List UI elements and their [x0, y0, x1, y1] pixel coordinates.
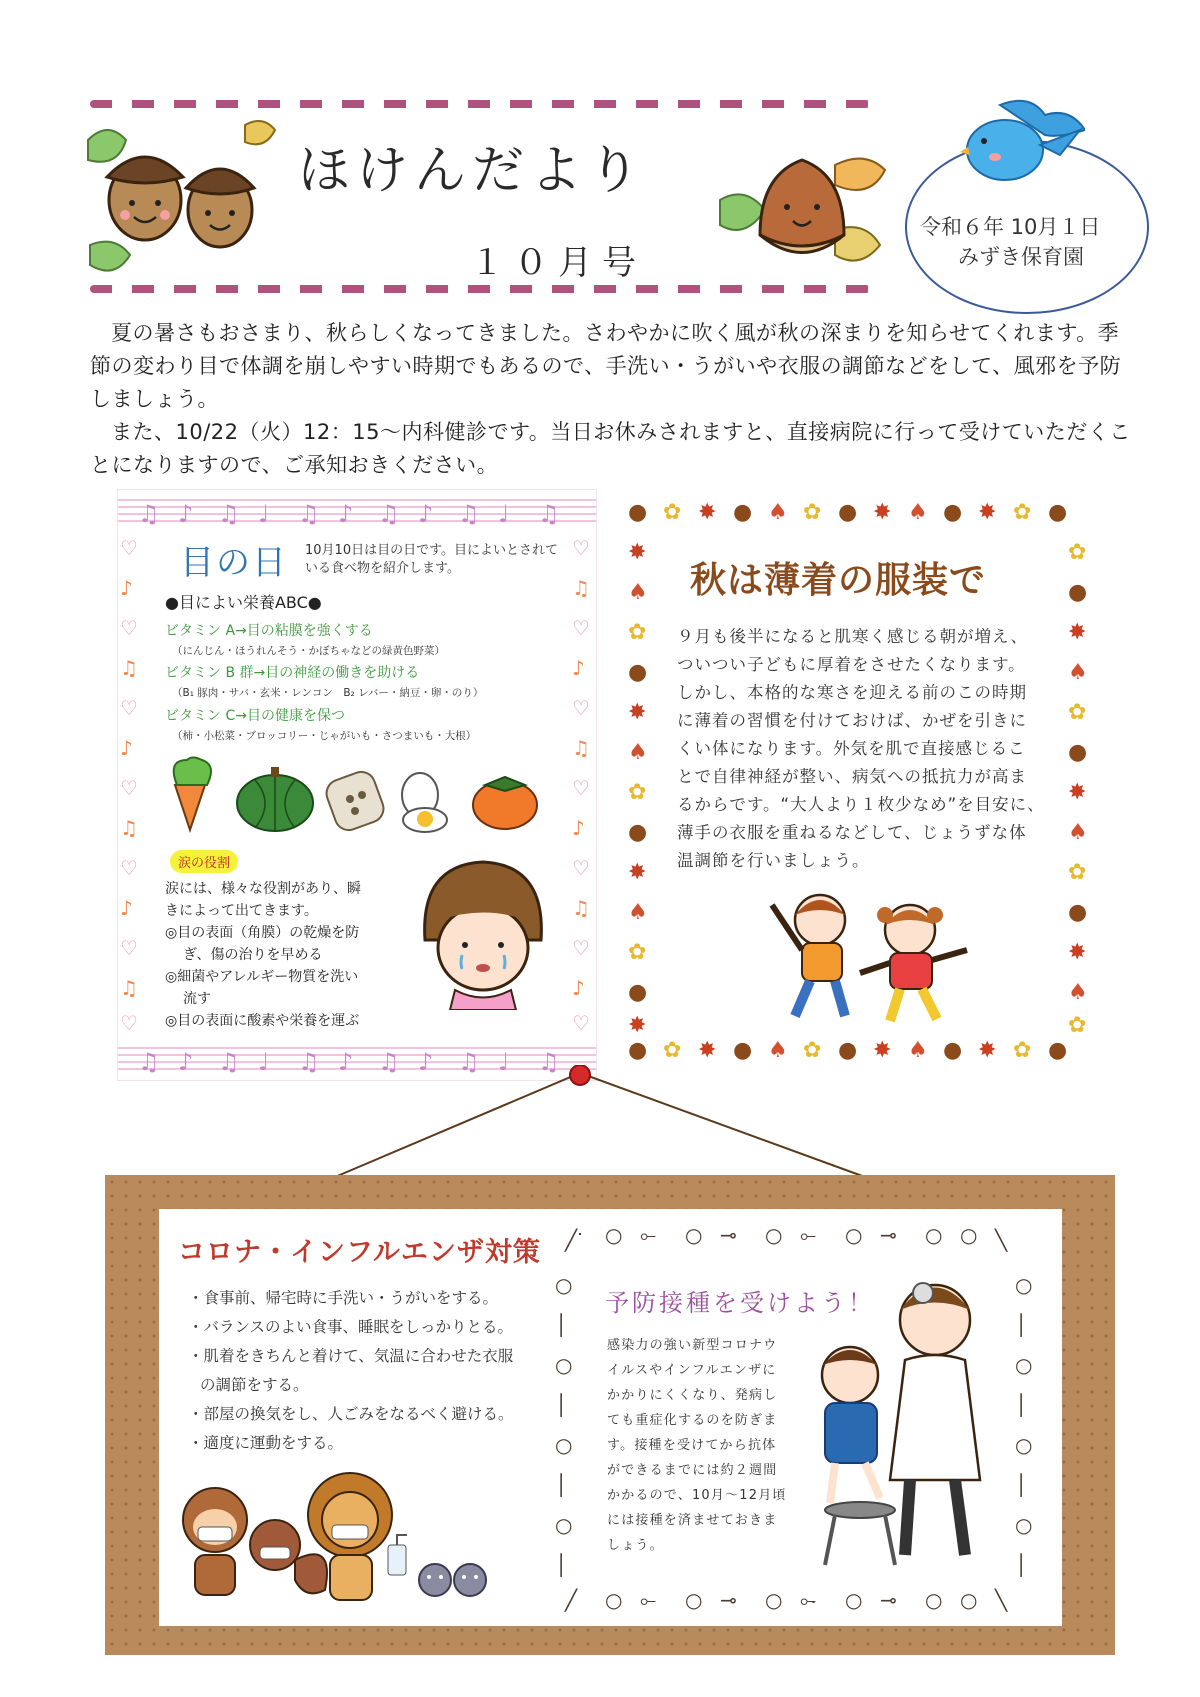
svg-text:♡: ♡: [120, 616, 138, 640]
svg-text:●: ●: [1048, 1038, 1068, 1062]
svg-text:♫: ♫: [572, 576, 590, 600]
chestnut-icon: [760, 160, 844, 253]
persimmon-icon: [473, 777, 537, 829]
svg-text:♠: ♠: [768, 1038, 788, 1062]
svg-text:○: ○: [685, 1223, 703, 1247]
newsletter-title: ほけんだより: [298, 141, 647, 201]
intro-paragraph-2: また、10/22（火）12：15～内科健診です。当日お休みされますと、直接病院に行って受けていただくことになりますので、ご承知おきください。: [90, 420, 1131, 477]
corona-flu-list: [188, 1284, 548, 1458]
acorn-leaves-illustration: [70, 115, 280, 285]
svg-text:♠: ♠: [1068, 980, 1088, 1005]
corona-item: ・適度に運動をする。: [188, 1434, 344, 1452]
svg-text:●: ●: [838, 500, 858, 525]
crying-girl-illustration: [410, 860, 555, 1010]
svg-text:♪: ♪: [572, 976, 585, 1000]
autumn-line: ついつい子どもに厚着をさせたくなります。: [677, 655, 1026, 674]
running-children-illustration: [760, 885, 980, 1030]
svg-text:♡: ♡: [572, 616, 590, 640]
svg-text:●: ●: [628, 500, 648, 525]
svg-text:●: ●: [943, 500, 963, 525]
sanitizer-bottle-icon: [388, 1535, 407, 1575]
svg-text:✸: ✸: [873, 500, 892, 525]
pumpkin-icon: [237, 767, 313, 831]
date-block: [920, 212, 1130, 272]
autumn-line: 温調節を行いましょう。: [677, 851, 870, 870]
svg-text:✸: ✸: [628, 700, 647, 725]
vaccination-body: [607, 1333, 797, 1558]
svg-text:♫: ♫: [458, 500, 480, 526]
vaccination-title: 予防接種を受けよう！: [605, 1289, 875, 1317]
svg-text:♪: ♪: [120, 576, 133, 600]
svg-text:♠: ♠: [1068, 660, 1088, 685]
stool-icon: [825, 1502, 895, 1565]
svg-text:♠: ♠: [768, 500, 788, 525]
svg-text:♫: ♫: [378, 500, 400, 526]
svg-text:○: ○: [605, 1223, 623, 1247]
svg-text:○: ○: [555, 1513, 573, 1537]
vitamin-b-label: ビタミン B 群→目の神経の働きを助ける: [165, 665, 420, 681]
svg-text:✿: ✿: [628, 940, 647, 965]
autumn-line: とで自律神経が整い、病気への抵抗力が高ま: [677, 767, 1027, 786]
vaccine-line: す。接種を受けてから抗体: [607, 1438, 777, 1453]
svg-text:♠: ♠: [628, 740, 648, 765]
svg-text:✿: ✿: [1013, 500, 1032, 525]
vitamin-c-foods: （柿・小松菜・ブロッコリー・じゃがいも・さつまいも・大根）: [172, 730, 477, 742]
autumn-clothing-title: 秋は薄着の服装で: [690, 560, 987, 601]
svg-text:♫: ♫: [572, 736, 590, 760]
vaccine-line: ができるまでには約２週間: [607, 1463, 778, 1478]
svg-text:✿: ✿: [1068, 700, 1087, 725]
tear-line: 流す: [183, 991, 211, 1007]
svg-text:●: ●: [628, 660, 648, 685]
svg-text:○: ○: [685, 1588, 703, 1612]
svg-text:●: ●: [943, 1038, 963, 1062]
svg-text:✸: ✸: [628, 1013, 647, 1038]
music-staff-top: [118, 492, 596, 526]
svg-text:♩: ♩: [498, 1048, 510, 1074]
svg-text:│: │: [1015, 1393, 1028, 1417]
svg-text:⟜: ⟜: [800, 1588, 816, 1612]
svg-text:♫: ♫: [120, 816, 138, 840]
vitamin-a-label: ビタミン A→目の粘膜を強くする: [165, 623, 373, 639]
svg-text:✿: ✿: [1068, 540, 1087, 565]
svg-text:♡: ♡: [120, 536, 138, 560]
svg-text:●: ●: [1068, 580, 1088, 605]
svg-text:✸: ✸: [1068, 620, 1087, 645]
svg-text:♪: ♪: [120, 896, 133, 920]
svg-text:♫: ♫: [538, 1048, 560, 1074]
svg-text:○: ○: [765, 1223, 783, 1247]
tear-line: ◎目の表面に酸素や栄養を運ぶ: [165, 1013, 360, 1029]
svg-text:⊸: ⊸: [720, 1588, 737, 1612]
svg-text:♫: ♫: [298, 500, 320, 526]
foods-illustration: [155, 755, 565, 835]
svg-text:♡: ♡: [120, 1011, 138, 1035]
svg-text:○: ○: [845, 1223, 863, 1247]
svg-text:○: ○: [925, 1223, 943, 1247]
svg-text:○: ○: [1015, 1513, 1033, 1537]
svg-text:♪: ♪: [338, 1048, 354, 1074]
vaccine-line: には接種を済ませておきま: [607, 1513, 778, 1528]
corona-item: ・肌着をきちんと着けて、気温に合わせた衣服: [188, 1347, 514, 1365]
svg-text:♪: ♪: [418, 500, 434, 526]
vaccine-line: かかりにくくなり、発病し: [607, 1388, 778, 1403]
svg-text:○: ○: [765, 1588, 783, 1612]
svg-text:⟜: ⟜: [640, 1588, 656, 1612]
svg-text:●: ●: [1048, 500, 1068, 525]
vitamin-b-foods: （B₁ 豚肉・サバ・玄米・レンコン B₂ レバー・納豆・卵・のり）: [172, 687, 484, 699]
svg-text:○: ○: [925, 1588, 943, 1612]
svg-text:♠: ♠: [908, 1038, 928, 1062]
svg-text:♠: ♠: [628, 580, 648, 605]
svg-text:♫: ♫: [138, 1048, 160, 1074]
svg-text:♡: ♡: [120, 776, 138, 800]
issue-label: １０月号: [470, 243, 646, 283]
svg-text:│: │: [1015, 1473, 1028, 1497]
svg-text:♡: ♡: [572, 536, 590, 560]
svg-text:✿: ✿: [663, 1038, 682, 1062]
svg-text:♫: ♫: [138, 500, 160, 526]
acorn-right-icon: [186, 169, 254, 247]
vitamin-a-foods: （にんじん・ほうれんそう・かぼちゃなどの緑黄色野菜）: [172, 645, 445, 657]
svg-text:♫: ♫: [538, 500, 560, 526]
svg-text:●: ●: [838, 1038, 858, 1062]
svg-text:✿: ✿: [1068, 1013, 1087, 1038]
doctor-icon: [890, 1283, 980, 1555]
board-hanging-string: [330, 1065, 870, 1180]
autumn-clothing-body: [677, 623, 1052, 875]
svg-text:♡: ♡: [572, 696, 590, 720]
tear-role-list: [165, 878, 405, 1032]
svg-text:✿: ✿: [628, 620, 647, 645]
svg-text:✸: ✸: [698, 1038, 717, 1062]
svg-text:✸: ✸: [978, 500, 997, 525]
svg-text:♪: ♪: [120, 736, 133, 760]
boy-icon: [772, 895, 845, 1016]
svg-text:●: ●: [733, 1038, 753, 1062]
nutrition-heading: ●目によい栄養ABC●: [165, 593, 322, 612]
tear-line: ぎ、傷の治りを早める: [183, 947, 323, 963]
eye-day-title: 目の日: [180, 543, 288, 583]
svg-text:✿: ✿: [1068, 860, 1087, 885]
svg-text:●: ●: [628, 820, 648, 845]
svg-text:✸: ✸: [1068, 780, 1087, 805]
monkey-icon: [183, 1488, 247, 1595]
svg-text:✸: ✸: [873, 1038, 892, 1062]
svg-text:♡: ♡: [572, 856, 590, 880]
vaccine-line: 感染力の強い新型コロナウ: [607, 1338, 778, 1353]
virus-icon: [419, 1564, 486, 1596]
vaccine-line: しょう。: [607, 1538, 664, 1553]
autumn-line: しかし、本格的な寒さを迎える前のこの時期: [677, 683, 1027, 702]
autumn-line: ９月も後半になると肌寒く感じる朝が増え、: [677, 627, 1028, 646]
svg-text:│: │: [1015, 1553, 1028, 1577]
svg-text:⟜: ⟜: [640, 1223, 656, 1247]
svg-text:♠: ♠: [1068, 820, 1088, 845]
svg-text:●: ●: [733, 500, 753, 525]
svg-text:♠: ♠: [908, 500, 928, 525]
tear-line: ◎細菌やアレルギー物質を洗い: [165, 969, 359, 985]
girl-icon: [860, 905, 967, 1021]
svg-text:✿: ✿: [1013, 1038, 1032, 1062]
svg-text:│: │: [1015, 1313, 1028, 1337]
svg-text:⊸: ⊸: [880, 1223, 897, 1247]
tear-line: ◎目の表面（角膜）の乾燥を防: [165, 925, 360, 941]
vaccine-line: イルスやインフルエンザに: [607, 1363, 777, 1378]
svg-text:○: ○: [555, 1353, 573, 1377]
header-top-border: [90, 100, 870, 108]
vitamin-c-label: ビタミン C→目の健康を保つ: [165, 708, 345, 724]
svg-text:♡: ♡: [120, 936, 138, 960]
svg-text:╲: ╲: [995, 1588, 1008, 1612]
intro-text: [90, 317, 1140, 482]
svg-text:│: │: [555, 1473, 568, 1497]
svg-text:♫: ♫: [572, 896, 590, 920]
vaccine-line: かかるので、10月～12月頃: [607, 1488, 787, 1503]
svg-text:✸: ✸: [628, 540, 647, 565]
svg-text:♡: ♡: [120, 696, 138, 720]
tear-role-badge: 涙の役割: [170, 850, 238, 873]
svg-text:○: ○: [845, 1588, 863, 1612]
corona-item: ・バランスのよい食事、睡眠をしっかりとる。: [188, 1318, 514, 1336]
corona-item: ・部屋の換気をし、人ごみをなるべく避ける。: [188, 1405, 514, 1423]
svg-text:♡: ♡: [572, 936, 590, 960]
svg-text:✸: ✸: [1068, 940, 1087, 965]
corona-item: の調節をする。: [200, 1376, 309, 1394]
svg-text:♡: ♡: [120, 856, 138, 880]
svg-text:╱: ╱: [565, 1588, 578, 1612]
svg-text:○: ○: [555, 1273, 573, 1297]
intro-paragraph-1: 夏の暑さもおさまり、秋らしくなってきました。さわやかに吹く風が秋の深まりを知らせてくれます。季節の変わり目で体調を崩しやすい時期でもあるので、手洗い・うがいや衣服の調節などをして、風邪を予防しましょう。: [90, 321, 1122, 411]
animals-mask-illustration: [170, 1465, 490, 1605]
autumn-line: に薄着の習慣を付けておけば、かぜを引きに: [677, 711, 1027, 730]
svg-text:○: ○: [555, 1433, 573, 1457]
corona-flu-title: コロナ・インフルエンザ対策: [178, 1237, 541, 1268]
svg-text:♫: ♫: [120, 976, 138, 1000]
tear-line: 涙には、様々な役割があり、瞬: [165, 881, 361, 897]
svg-text:♩: ♩: [258, 1048, 270, 1074]
svg-text:♫: ♫: [378, 1048, 400, 1074]
lotus-root-icon: [323, 768, 388, 834]
autumn-line: 薄手の衣服を重ねるなどして、じょうずな体: [677, 823, 1027, 842]
egg-icon: [402, 773, 447, 832]
svg-text:♫: ♫: [120, 656, 138, 680]
svg-text:♫: ♫: [218, 500, 240, 526]
svg-text:♡: ♡: [572, 1011, 590, 1035]
svg-text:○: ○: [1015, 1353, 1033, 1377]
svg-text:♪: ♪: [178, 500, 194, 526]
svg-text:○: ○: [1015, 1273, 1033, 1297]
svg-text:○: ○: [960, 1223, 978, 1247]
svg-text:│: │: [555, 1393, 568, 1417]
svg-text:✿: ✿: [803, 500, 822, 525]
svg-text:♪: ♪: [572, 816, 585, 840]
svg-text:╲: ╲: [995, 1228, 1008, 1252]
svg-text:♠: ♠: [628, 900, 648, 925]
svg-text:♪: ♪: [572, 656, 585, 680]
svg-text:♫: ♫: [298, 1048, 320, 1074]
svg-text:✿: ✿: [663, 500, 682, 525]
svg-text:♫: ♫: [218, 1048, 240, 1074]
svg-text:✸: ✸: [698, 500, 717, 525]
svg-text:♪: ♪: [338, 500, 354, 526]
autumn-line: くい体になります。外気を肌で直接感じるこ: [677, 739, 1026, 758]
bluebird-icon: [960, 95, 1085, 195]
tear-line: きによって出てきます。: [165, 903, 318, 919]
heart-note-border-left: [118, 535, 144, 1035]
svg-text:♪: ♪: [418, 1048, 434, 1074]
svg-text:✿: ✿: [628, 780, 647, 805]
svg-text:●: ●: [628, 1038, 648, 1062]
issue-date: 令和６年 10月１日: [920, 215, 1101, 239]
nursery-name: みずき保育園: [958, 245, 1084, 269]
svg-text:♪: ♪: [178, 1048, 194, 1074]
svg-text:⟜: ⟜: [800, 1223, 816, 1247]
vaccine-line: ても重症化するのを防ぎま: [607, 1413, 778, 1428]
svg-text:✿: ✿: [803, 1038, 822, 1062]
svg-text:○: ○: [605, 1588, 623, 1612]
corona-item: ・食事前、帰宅時に手洗い・うがいをする。: [188, 1289, 499, 1307]
svg-text:♡: ♡: [572, 776, 590, 800]
svg-text:○: ○: [1015, 1433, 1033, 1457]
svg-text:✸: ✸: [628, 860, 647, 885]
svg-text:♫: ♫: [458, 1048, 480, 1074]
doctor-child-illustration: [805, 1265, 1015, 1575]
svg-text:│: │: [555, 1553, 568, 1577]
svg-text:⊸: ⊸: [880, 1588, 897, 1612]
carrot-icon: [174, 758, 211, 831]
svg-text:│: │: [555, 1313, 568, 1337]
svg-text:♩: ♩: [258, 500, 270, 526]
header-bottom-border: [90, 285, 870, 293]
svg-text:●: ●: [1068, 740, 1088, 765]
chestnut-leaves-illustration: [715, 145, 895, 280]
svg-text:●: ●: [628, 980, 648, 1005]
svg-text:✸: ✸: [978, 1038, 997, 1062]
svg-text:○: ○: [960, 1588, 978, 1612]
child-patient-icon: [822, 1347, 880, 1503]
svg-text:╱: ╱: [565, 1228, 578, 1252]
eye-day-subtitle: 10月10日は目の日です。目によいとされている食べ物を紹介します。: [305, 543, 559, 576]
svg-text:♩: ♩: [498, 500, 510, 526]
heart-note-border-right: [570, 535, 596, 1035]
autumn-line: るからです。“大人より１枚少なめ”を目安に、: [677, 795, 1045, 814]
svg-text:⊸: ⊸: [720, 1223, 737, 1247]
acorn-left-icon: [107, 157, 183, 240]
svg-text:●: ●: [1068, 900, 1088, 925]
